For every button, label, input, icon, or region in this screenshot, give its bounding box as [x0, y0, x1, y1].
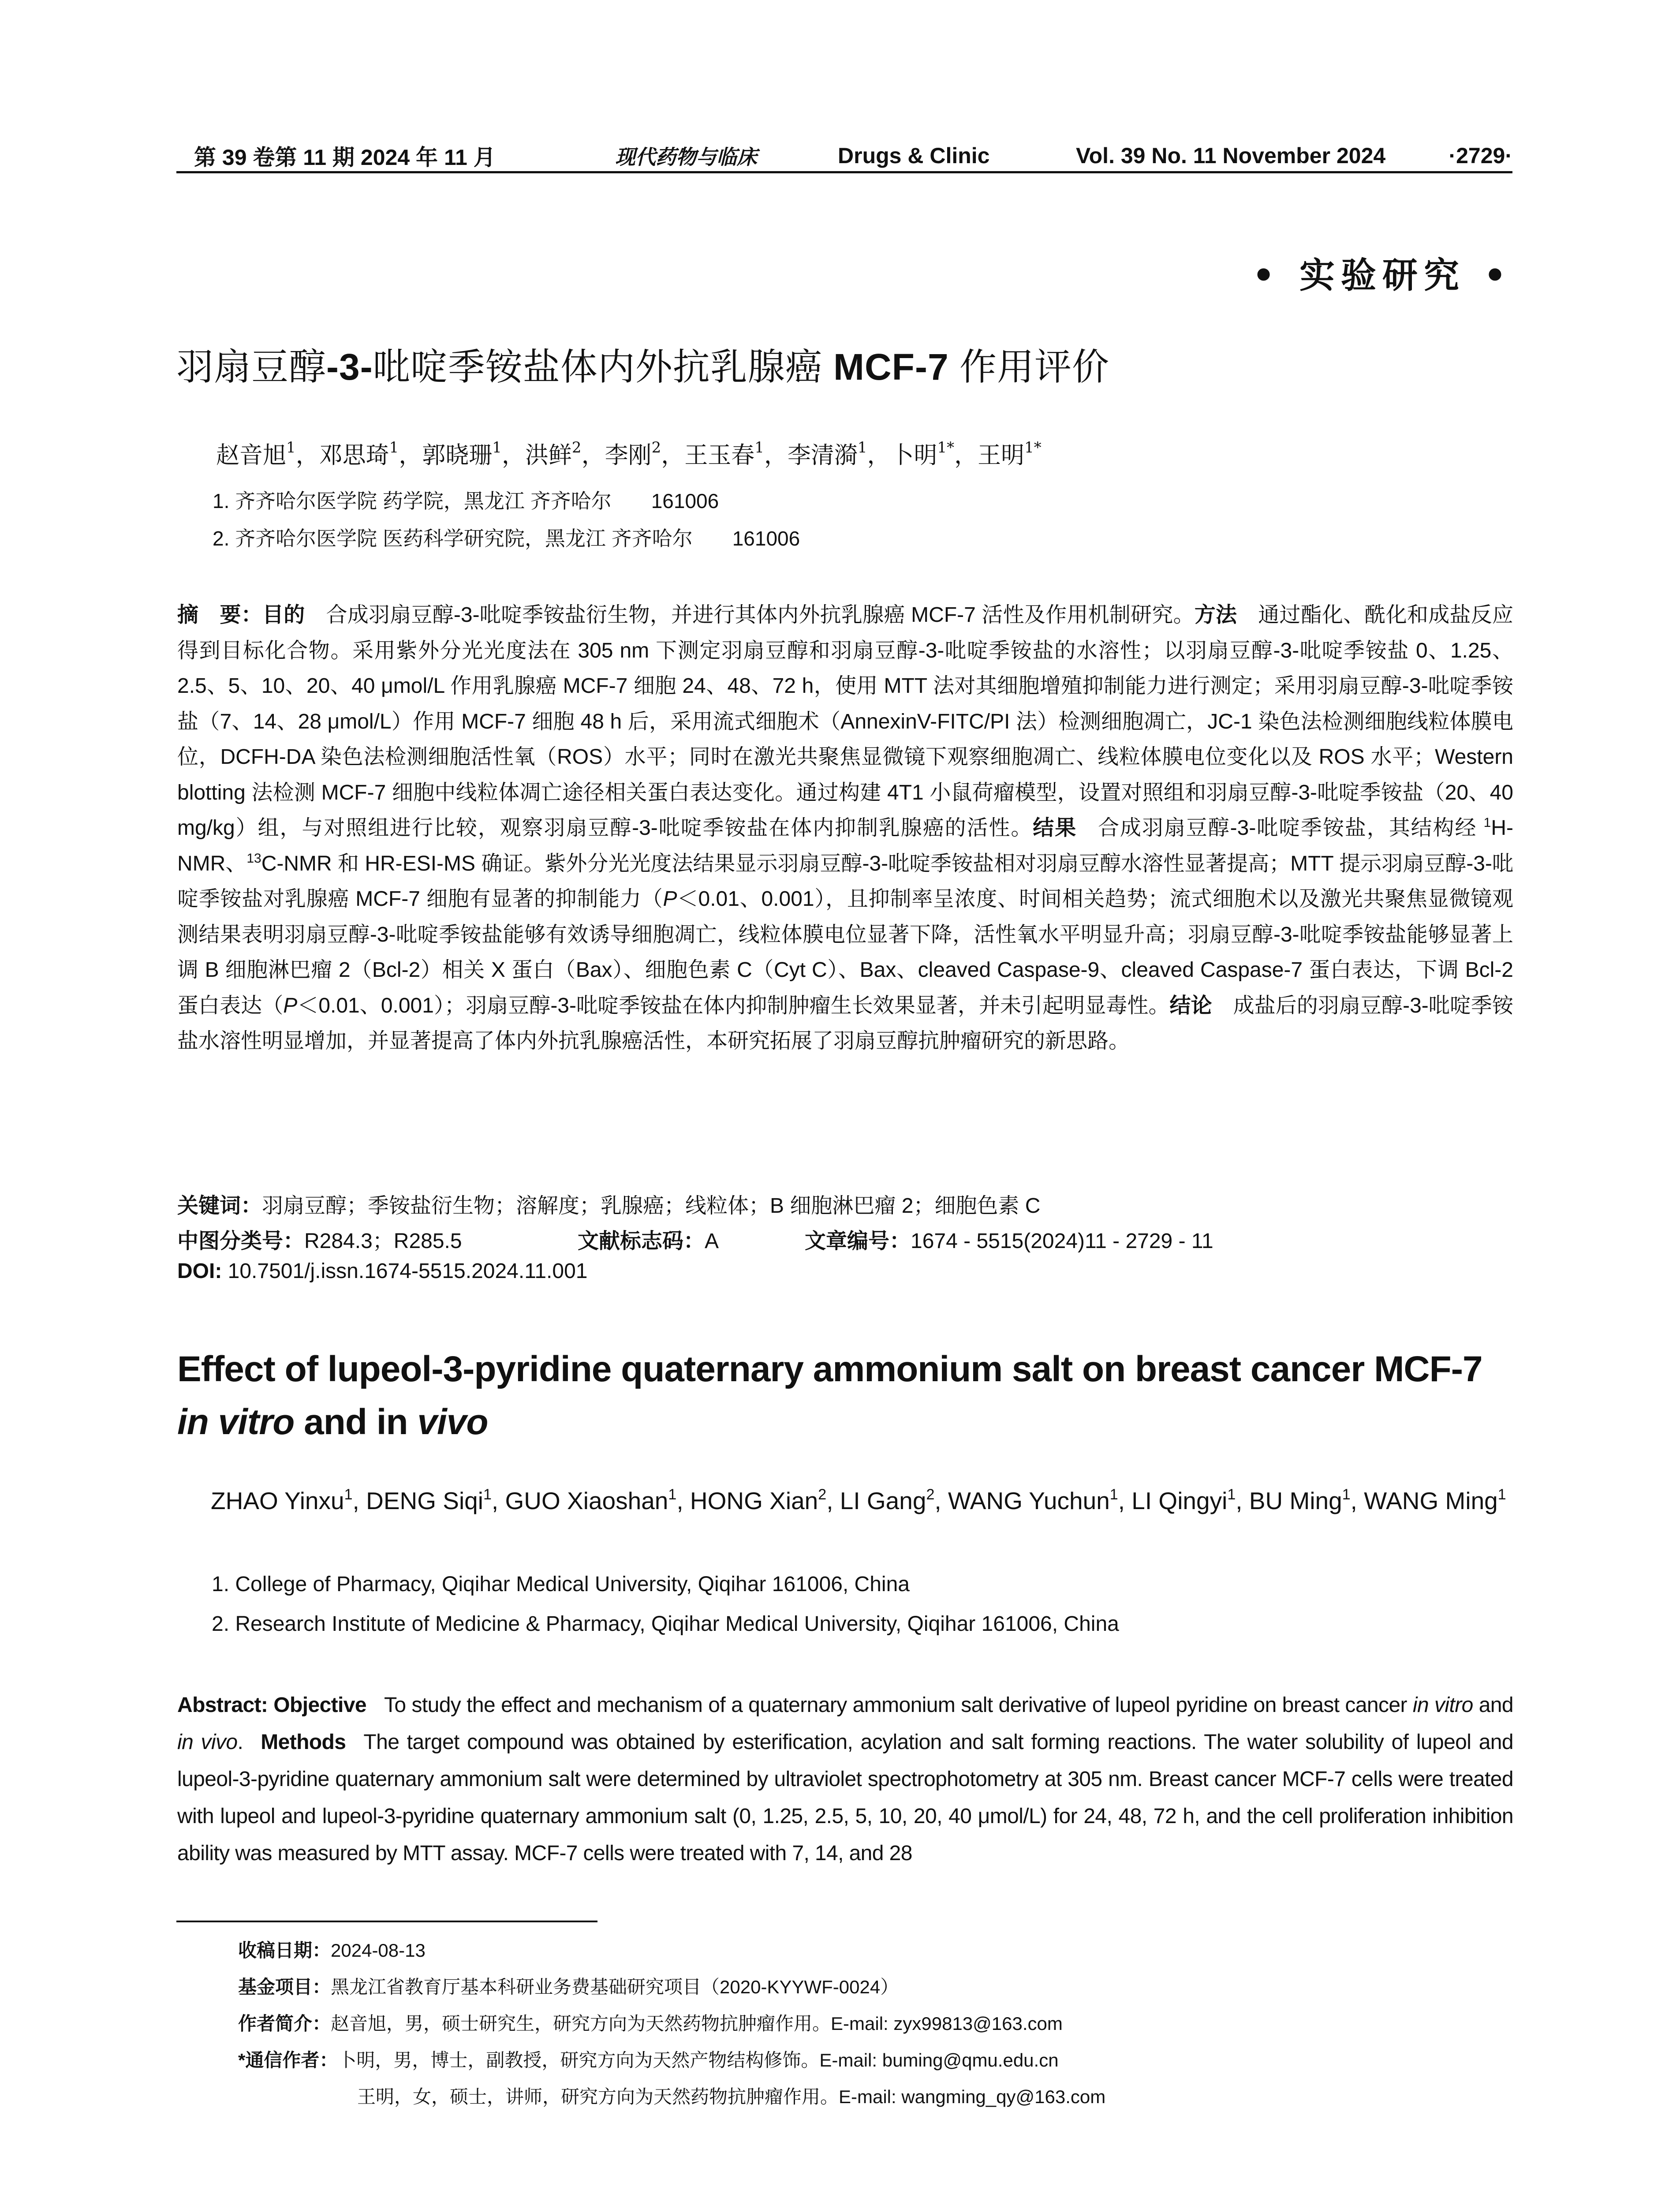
- footnote-received: [238, 1936, 426, 1962]
- footnote-corresponding-2: 王明，女，硕士，讲师，研究方向为天然药物抗肿瘤作用。E-mail: wangming_qy@163.com: [357, 2086, 1106, 2107]
- results-label: 结果: [1033, 816, 1077, 840]
- author-name: 李清漪: [787, 442, 858, 469]
- objective-en-text: .: [237, 1730, 243, 1754]
- methods-text: 通过酯化、酰化和成盐反应得到目标化合物。采用紫外分光光度法在 305 nm 下测定羽扇豆醇和羽扇豆醇-3-吡啶季铵盐的水溶性；以羽扇豆醇-3-吡啶季铵盐 0、1.25、2.5、5、10、20、40 μmol/L 作用乳腺癌 MCF-7 细胞 24、48、72 h，使用 MTT 法对其细胞增殖抑制能力进行测定；采用羽扇豆醇-3-吡啶季铵盐（7、14、28 μmol/L）作用 MCF-7 细胞 48 h 后，采用流式细胞术（AnnexinV-FITC/PI 法）检测细胞凋亡，JC-1 染色法检测细胞线粒体膜电位，DCFH-DA 染色法检测细胞活性氧（ROS）水平；同时在激光共聚焦显微镜下观察细胞凋亡、线粒体膜电位变化以及 ROS 水平；Western blotting 法检测 MCF-7 细胞中线粒体凋亡途径相关蛋白表达变化。通过构建 4T1 小鼠荷瘤模型，设置对照组和羽扇豆醇-3-吡啶季铵盐（20、40 mg/kg）组，与对照组进行比较，观察羽扇豆醇-3-吡啶季铵盐在体内抑制乳腺癌的活性。: [177, 603, 1513, 840]
- footnote-fund: [238, 1973, 899, 1999]
- affiliation-text: 1. 齐齐哈尔医学院 药学院，黑龙江 齐齐哈尔: [213, 490, 612, 512]
- footnote-label: *通信作者：: [238, 2050, 338, 2070]
- superscript: 13: [246, 851, 261, 866]
- title-cn-part: 吡啶季铵盐体内外抗乳腺癌: [373, 346, 834, 388]
- author: [319, 439, 399, 469]
- footnote-label: 收稿日期：: [238, 1940, 331, 1961]
- author-name: BU Ming: [1249, 1487, 1342, 1514]
- results-text: ＜0.01、0.001）；羽扇豆醇-3-吡啶季铵盐在体内抑制肿瘤生长效果显著，并未引起明显毒性。: [297, 994, 1170, 1017]
- objective-en-text: To study the effect and mechanism of a quaternary ammonium salt derivative of lupeol pyridine on breast cancer: [384, 1693, 1413, 1717]
- author-affiliation-marker: 1: [1342, 1486, 1351, 1503]
- author-name: WANG Yuchun: [948, 1487, 1110, 1514]
- footnote-divider: [176, 1921, 597, 1922]
- author-name: DENG Siqi: [366, 1487, 483, 1514]
- keywords-label: 关键词：: [177, 1194, 262, 1218]
- abstract-en-label: Abstract: Objective: [177, 1693, 366, 1717]
- author-name: 郭晓珊: [422, 442, 493, 469]
- keywords-cn: [177, 1188, 1040, 1219]
- section-label: • 实验研究 •: [1252, 254, 1512, 296]
- title-cn-part: MCF-7: [833, 346, 949, 388]
- affiliation-zip: 161006: [651, 490, 719, 512]
- results-text: 合成羽扇豆醇-3-吡啶季铵盐，其结构经: [1098, 816, 1484, 840]
- author: [690, 1487, 826, 1514]
- author-name: ZHAO Yinxu: [211, 1487, 344, 1514]
- article-number-label: 文章编号：: [805, 1230, 911, 1253]
- p-value-symbol: P: [283, 994, 298, 1017]
- author: [1249, 1487, 1351, 1514]
- author-name: LI Qingyi: [1131, 1487, 1228, 1514]
- affiliation-cn-1: [213, 485, 719, 514]
- author-name: 卜明: [890, 442, 937, 469]
- author-name: 李刚: [605, 442, 652, 469]
- author: [684, 439, 764, 469]
- author: [605, 439, 661, 469]
- methods-en-text: The target compound was obtained by esterification, acylation and salt forming reactions. The water solubility of lupeol and lupeol-3-pyridine quaternary ammonium salt were determined by ultraviolet spectrophotometry at 305 nm. Breast cancer MCF-7 cells were treated with lupeol and lupeol-3-pyridine quaternary ammonium salt (0, 1.25, 2.5, 5, 10, 20, 40 μmol/L) for 24, 48, 72 h, and the cell proliferation inhibition ability was measured by MTT assay. MCF-7 cells were treated with 7, 14, and 28: [177, 1730, 1513, 1865]
- title-cn-part: -3-: [326, 346, 373, 388]
- footnote-text: 卜明，男，博士，副教授，研究方向为天然产物结构修饰。E-mail: buming@qmu.edu.cn: [338, 2050, 1059, 2070]
- abstract-en: [177, 1687, 1513, 1872]
- objective-label: 目的: [262, 603, 305, 627]
- author-name: 王明: [978, 442, 1025, 469]
- author: [505, 1487, 676, 1514]
- author-affiliation-marker: 1*: [1024, 439, 1042, 456]
- abstract-cn: [177, 598, 1513, 1059]
- author: [1364, 1487, 1506, 1514]
- title-cn: [176, 337, 1512, 391]
- methods-en-label: Methods: [261, 1730, 346, 1754]
- title-cn-part: 作用评价: [948, 346, 1110, 388]
- journal-name-en: Drugs & Clinic: [838, 143, 990, 168]
- author: [366, 1487, 492, 1514]
- issue-info-cn: 第 39 卷第 11 期 2024 年 11 月: [194, 145, 496, 170]
- affiliation-zip: 161006: [732, 527, 800, 550]
- results-text: ＜0.01、0.001），且抑制率呈浓度、时间相关趋势；流式细胞术以及激光共聚焦显微镜观测结果表明羽扇豆醇-3-吡啶季铵盐能够有效诱导细胞凋亡，线粒体膜电位显著下降，活性氧水平明显升高；羽扇豆醇-3-吡啶季铵盐能够显著上调 B 细胞淋巴瘤 2（Bcl-2）相关 X 蛋白（Bax）、细胞色素 C（Cyt C）、Bax、cleaved Caspase-9、cleaved Caspase-7 蛋白表达，下调 Bcl-2 蛋白表达（: [177, 887, 1514, 1017]
- methods-label: 方法: [1194, 603, 1237, 627]
- authors-en: ZHAO Yinxu$^1$, DENG Siqi$^1$, GUO Xiaoshan$^1$, HONG Xian$^2$, LI Gang$^2$, WANG Yuchun$^1$, LI Qingyi$^1$, BU Ming$^1$, WANG Ming$^1$: [211, 1486, 1506, 1514]
- author: [787, 439, 867, 469]
- author-affiliation-marker: 1: [1227, 1486, 1236, 1503]
- conclusion-text: 成盐后的羽扇豆醇-3-吡啶季铵盐水溶性明显增加，并显著提高了体内外抗乳腺癌活性，本研究拓展了羽扇豆醇抗肿瘤研究的新思路。: [177, 994, 1513, 1053]
- author-affiliation-marker: 1: [1109, 1486, 1118, 1503]
- journal-name-cn: 现代药物与临床: [615, 145, 757, 169]
- author: [840, 1487, 935, 1514]
- article-number: [805, 1224, 1213, 1254]
- affiliation-cn-2: [213, 523, 800, 552]
- author-name: WANG Ming: [1364, 1487, 1498, 1514]
- footnote-label: 作者简介：: [238, 2013, 331, 2034]
- classification-line: [177, 1224, 462, 1254]
- author-affiliation-marker: 2: [926, 1486, 935, 1503]
- objective-text: 合成羽扇豆醇-3-吡啶季铵盐衍生物，并进行其体内外抗乳腺癌 MCF-7 活性及作用机制研究。: [326, 603, 1195, 627]
- author-affiliation-marker: 1: [344, 1486, 353, 1503]
- author-name: 赵音旭: [216, 442, 286, 469]
- italic-term: in vitro: [1412, 1693, 1473, 1717]
- title-cn-part: 羽扇豆醇: [176, 346, 327, 388]
- doc-code-label: 文献标志码：: [578, 1230, 705, 1253]
- author: [890, 439, 955, 469]
- author-affiliation-marker: 1: [857, 439, 867, 456]
- footnote-text: 2024-08-13: [331, 1940, 426, 1961]
- conclusion-label: 结论: [1169, 994, 1212, 1017]
- running-header: [176, 140, 1512, 173]
- affiliation-text: 2. 齐齐哈尔医学院 医药科学研究院，黑龙江 齐齐哈尔: [213, 527, 693, 550]
- author-name: LI Gang: [840, 1487, 926, 1514]
- author-affiliation-marker: 1: [754, 439, 764, 456]
- doc-code-value: A: [705, 1230, 719, 1253]
- article-number-value: 1674 - 5515(2024)11 - 2729 - 11: [911, 1230, 1213, 1253]
- doi-label: DOI:: [177, 1259, 222, 1283]
- clc-label: 中图分类号：: [177, 1230, 305, 1253]
- abstract-label: 摘 要：: [177, 603, 262, 627]
- author-affiliation-marker: 1: [492, 439, 502, 456]
- author-affiliation-marker: 1: [483, 1486, 492, 1503]
- page-number: ·2729·: [1449, 143, 1512, 168]
- objective-en-text: and: [1473, 1693, 1513, 1717]
- author-affiliation-marker: 2: [818, 1486, 827, 1503]
- authors-cn: 赵音旭$^1$，邓思琦$^1$，郭晓珊$^1$，洪鲜$^2$，李刚$^2$，王玉春$^1$，李清漪$^1$，卜明$^{1*}$，王明$^{1*}$: [216, 439, 1042, 469]
- title-en-text: and in: [294, 1402, 418, 1442]
- title-en-line: Effect of lupeol-3-pyridine quaternary ammonium salt on breast cancer MCF-7: [177, 1349, 1482, 1389]
- superscript: 1: [1483, 815, 1491, 830]
- footnote-text: 黑龙江省教育厅基本科研业务费基础研究项目（2020-KYYWF-0024）: [331, 1977, 899, 1997]
- title-en: [177, 1343, 1513, 1449]
- author-name: GUO Xiaoshan: [505, 1487, 668, 1514]
- author-name: 王玉春: [684, 442, 755, 469]
- results-text: H-NMR、: [177, 816, 1513, 875]
- author-affiliation-marker: 2: [651, 439, 661, 456]
- doi-line: [177, 1259, 587, 1283]
- author: [525, 439, 582, 469]
- author-name: 邓思琦: [319, 442, 389, 469]
- keywords-text: 羽扇豆醇；季铵盐衍生物；溶解度；乳腺癌；线粒体；B 细胞淋巴瘤 2；细胞色素 C: [262, 1194, 1041, 1218]
- issue-info-en: Vol. 39 No. 11 November 2024: [1076, 143, 1386, 168]
- document-code: [578, 1224, 719, 1254]
- doi-value[interactable]: 10.7501/j.issn.1674-5515.2024.11.001: [222, 1259, 588, 1283]
- author-affiliation-marker: 1: [286, 439, 296, 456]
- clc-value: R284.3；R285.5: [304, 1230, 462, 1253]
- author: [948, 1487, 1118, 1514]
- title-en-italic: vivo: [417, 1402, 488, 1442]
- author-name: 洪鲜: [525, 442, 572, 469]
- footnote-text: 赵音旭，男，硕士研究生，研究方向为天然药物抗肿瘤作用。E-mail: zyx99813@163.com: [331, 2013, 1063, 2034]
- title-en-italic: in vitro: [177, 1402, 295, 1442]
- author-affiliation-marker: 1: [389, 439, 399, 456]
- author: [211, 1487, 353, 1514]
- footnote-corresponding: [238, 2046, 1059, 2072]
- p-value-symbol: P: [663, 887, 677, 911]
- italic-term: in vivo: [177, 1730, 238, 1754]
- author-affiliation-marker: 1: [1497, 1486, 1506, 1503]
- author-affiliation-marker: 1*: [937, 439, 955, 456]
- author: [422, 439, 502, 469]
- author: [978, 439, 1042, 469]
- results-text: C-NMR 和 HR-ESI-MS 确证。紫外分光光度法结果显示羽扇豆醇-3-吡啶季铵盐相对羽扇豆醇水溶性显著提高；MTT 提示羽扇豆醇-3-吡啶季铵盐对乳腺癌 MCF-7 细胞有显著的抑制能力（: [177, 852, 1513, 911]
- author-name: HONG Xian: [690, 1487, 818, 1514]
- author: [1131, 1487, 1236, 1514]
- author-affiliation-marker: 1: [668, 1486, 677, 1503]
- author-affiliation-marker: 2: [571, 439, 582, 456]
- affiliation-en-1: 1. College of Pharmacy, Qiqihar Medical University, Qiqihar 161006, China: [212, 1573, 910, 1596]
- affiliation-en-2: 2. Research Institute of Medicine & Pharmacy, Qiqihar Medical University, Qiqihar 161006, China: [212, 1612, 1119, 1636]
- author: [216, 439, 296, 469]
- footnote-label: 基金项目：: [238, 1977, 331, 1997]
- footnote-author: [238, 2009, 1063, 2036]
